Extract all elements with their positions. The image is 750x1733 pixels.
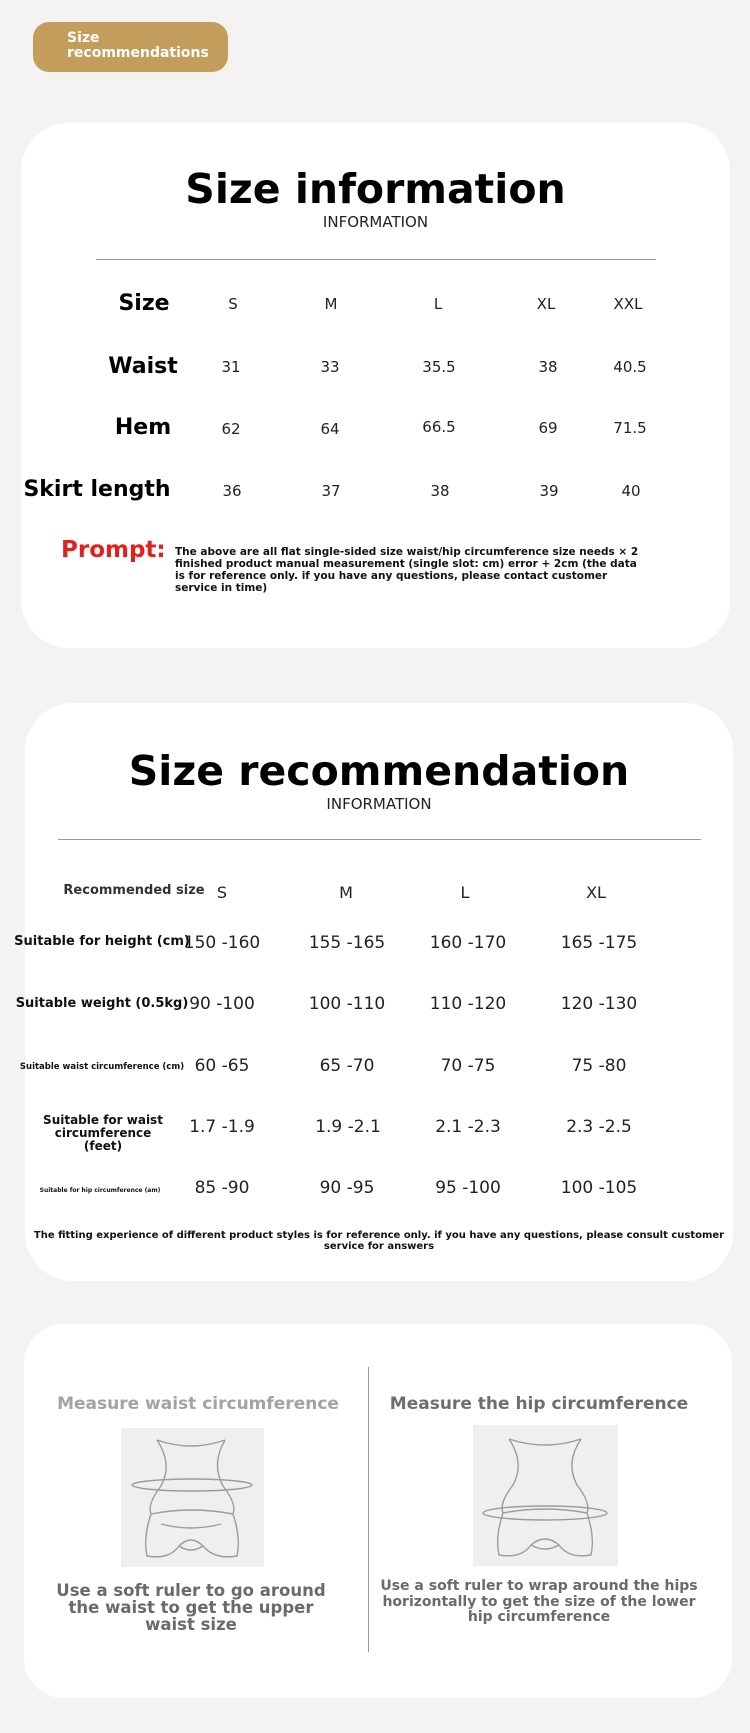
table-cell: 1.9 -2.1	[315, 1117, 381, 1137]
size-recommendation-title: Size recommendation	[128, 747, 630, 795]
size-recommendation-subtitle: INFORMATION	[326, 795, 432, 813]
fitting-note: The fitting experience of different product styles is for reference only. if you have any questions, please consult customer service for answers	[33, 1230, 725, 1252]
table-cell: 160 -170	[429, 933, 507, 953]
table-cell: 155 -165	[308, 933, 386, 953]
row-label-hip: Suitable for hip circumference (am)	[39, 1187, 161, 1194]
row-label-weight: Suitable weight (0.5kg)	[15, 996, 189, 1011]
table-cell: 95 -100	[435, 1178, 501, 1198]
table-cell: 100 -105	[560, 1178, 638, 1198]
prompt-text: The above are all flat single-sided size waist/hip circumference size needs × 2 finished product manual measurement (single slot: cm) error + 2cm (the data is for reference only. if you have any questions, please contact customer service in time)	[175, 546, 639, 594]
table-cell: M	[324, 295, 338, 313]
table-cell: 35.5	[422, 358, 456, 376]
row-label-waist: Waist	[108, 354, 178, 379]
table-cell: 33	[320, 358, 340, 376]
measure-hip-title: Measure the hip circumference	[389, 1394, 689, 1414]
table-cell: XXL	[613, 295, 643, 313]
table-cell: 60 -65	[194, 1056, 250, 1076]
table-cell: 62	[221, 420, 241, 438]
title-divider	[58, 839, 701, 840]
table-cell: 40	[621, 482, 641, 500]
table-cell: 85 -90	[194, 1178, 250, 1198]
prompt-label: Prompt:	[61, 537, 166, 563]
table-cell: 2.3 -2.5	[566, 1117, 632, 1137]
table-cell: 65 -70	[319, 1056, 375, 1076]
table-cell: 64	[320, 420, 340, 438]
size-information-subtitle: INFORMATION	[322, 213, 429, 231]
row-label-hem: Hem	[114, 415, 172, 440]
table-cell: 38	[538, 358, 558, 376]
measurement-guide-card	[24, 1324, 732, 1698]
size-recommendation-card	[14, 703, 733, 1281]
table-cell: 40.5	[613, 358, 647, 376]
table-cell: 2.1 -2.3	[435, 1117, 501, 1137]
table-cell: 165 -175	[560, 933, 638, 953]
table-cell: M	[339, 883, 353, 902]
table-cell: 90 -95	[319, 1178, 375, 1198]
title-divider	[96, 259, 656, 260]
table-cell: L	[433, 295, 443, 313]
table-cell: 69	[538, 419, 558, 437]
table-cell: 150 -160	[183, 933, 261, 953]
table-cell: 39	[539, 482, 559, 500]
hip-diagram-icon	[473, 1425, 618, 1566]
table-cell: 66.5	[422, 418, 456, 436]
vertical-divider	[368, 1367, 369, 1652]
measure-waist-title: Measure waist circumference	[57, 1394, 339, 1414]
table-cell: 71.5	[613, 419, 647, 437]
measure-waist-description: Use a soft ruler to go around the waist to get the upper waist size	[56, 1581, 326, 1634]
table-cell: 100 -110	[308, 994, 386, 1014]
table-cell: S	[216, 883, 228, 902]
table-cell: 75 -80	[571, 1056, 627, 1076]
row-label-height: Suitable for height (cm)	[14, 934, 190, 949]
table-cell: S	[228, 295, 238, 313]
table-cell: 36	[222, 482, 242, 500]
row-label-recommended-size: Recommended size	[63, 883, 205, 898]
size-recommendations-badge	[33, 22, 228, 72]
table-cell: XL	[536, 295, 556, 313]
waist-diagram-icon	[121, 1428, 264, 1567]
badge-label: Size recommendations	[67, 30, 209, 61]
table-cell: 31	[221, 358, 241, 376]
table-cell: 110 -120	[429, 994, 507, 1014]
measure-hip-description: Use a soft ruler to wrap around the hips horizontally to get the size of the lower hip circumference	[380, 1578, 698, 1625]
table-cell: 90 -100	[189, 994, 255, 1014]
row-label-size: Size	[118, 291, 170, 316]
table-cell: 38	[430, 482, 450, 500]
row-label-skirt-length: Skirt length	[23, 477, 171, 502]
table-cell: 1.7 -1.9	[189, 1117, 255, 1137]
table-cell: 37	[321, 482, 341, 500]
size-information-card	[21, 123, 730, 648]
row-label-waist-feet: Suitable for waist circumference (feet)	[43, 1113, 163, 1153]
size-information-title: Size information	[185, 165, 566, 213]
table-cell: 70 -75	[440, 1056, 496, 1076]
table-cell: XL	[586, 883, 606, 902]
table-cell: 120 -130	[560, 994, 638, 1014]
row-label-waist-cm: Suitable waist circumference (cm)	[19, 1062, 185, 1072]
table-cell: L	[460, 883, 470, 902]
